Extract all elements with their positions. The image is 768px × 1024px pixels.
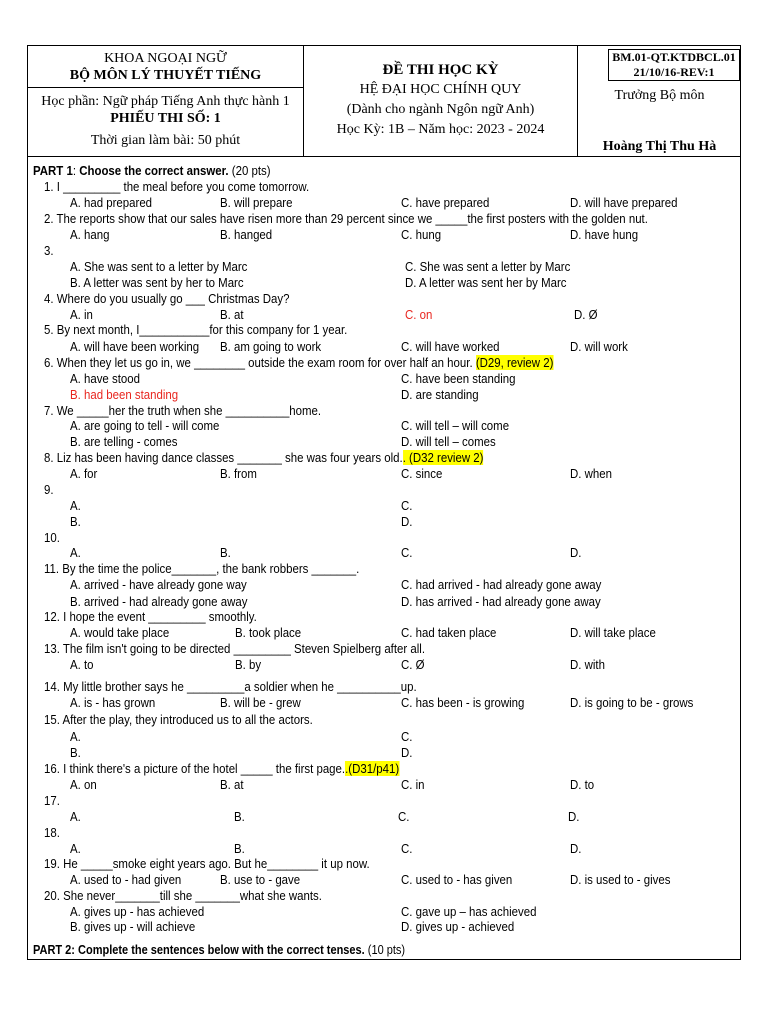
option-15d: D. [401, 745, 413, 760]
option-19d: D. is used to - gives [570, 872, 671, 887]
option-19a: A. used to - had given [70, 872, 182, 887]
option-3d: D. A letter was sent her by Marc [405, 275, 567, 290]
form-revision: 21/10/16-REV:1 [633, 65, 715, 79]
option-9b: B. [70, 514, 81, 529]
option-20a: A. gives up - has achieved [70, 904, 205, 919]
option-14b: B. will be - grew [220, 695, 301, 710]
question-2: 2. The reports show that our sales have risen more than 29 percent since we _____the first posters with the golden nut. [44, 211, 648, 226]
exam-sheet-number: PHIẾU THI SỐ: 1 [110, 111, 221, 126]
option-5a: A. will have been working [70, 339, 200, 354]
option-8d: D. when [570, 466, 612, 481]
option-4c: C. on [405, 307, 433, 322]
option-18a: A. [70, 841, 81, 856]
exam-title-cell [304, 46, 578, 156]
option-3a: A. She was sent to a letter by Marc [70, 259, 248, 274]
question-4: 4. Where do you usually go ___ Christmas Day? [44, 291, 290, 306]
option-6a: A. have stood [70, 371, 140, 386]
option-11d: D. has arrived - had already gone away [401, 594, 601, 609]
option-7a: A. are going to tell - will come [70, 418, 220, 433]
header-divider [28, 87, 304, 88]
option-13c: C. Ø [401, 657, 425, 672]
option-16d: D. to [570, 777, 595, 792]
option-11b: B. arrived - had already gone away [70, 594, 248, 609]
option-6d: D. are standing [401, 387, 479, 402]
question-10: 10. [44, 530, 60, 545]
question-16-note: .(D31/p41) [345, 761, 400, 776]
target-major: (Dành cho ngành Ngôn ngữ Anh) [346, 102, 535, 117]
option-6b: B. had been standing [70, 387, 179, 402]
option-1d: D. will have prepared [570, 195, 678, 210]
option-17a: A. [70, 809, 81, 824]
option-4a: A. in [70, 307, 93, 322]
option-7b: B. are telling - comes [70, 434, 178, 449]
option-19b: B. use to - gave [220, 872, 301, 887]
option-18c: C. [401, 841, 413, 856]
question-13: 13. The film isn't going to be directed _________ Steven Spielberg after all. [44, 641, 426, 656]
option-8a: A. for [70, 466, 98, 481]
option-7d: D. will tell – comes [401, 434, 496, 449]
option-12b: B. took place [235, 625, 302, 640]
form-code-box [608, 49, 740, 81]
option-17c: C. [398, 809, 410, 824]
question-14: 14. My little brother says he _________a soldier when he __________up. [44, 679, 417, 694]
option-13d: D. with [570, 657, 605, 672]
option-7c: C. will tell – will come [401, 418, 510, 433]
option-10a: A. [70, 545, 81, 560]
exam-header [27, 45, 741, 157]
option-1c: C. have prepared [401, 195, 490, 210]
option-19c: C. used to - has given [401, 872, 513, 887]
course-name: Học phần: Ngữ pháp Tiếng Anh thực hành 1 [41, 94, 290, 109]
approver-name: Hoàng Thị Thu Hà [602, 139, 717, 154]
question-8: 8. Liz has been having dance classes _______ she was four years old.. (D32 review 2) [44, 450, 484, 465]
option-20b: B. gives up - will achieve [70, 919, 196, 934]
exam-duration: Thời gian làm bài: 50 phút [90, 133, 241, 148]
question-20: 20. She never_______till she _______what she wants. [44, 888, 322, 903]
program-type: HỆ ĐẠI HỌC CHÍNH QUY [359, 82, 522, 97]
option-20d: D. gives up - achieved [401, 919, 515, 934]
question-8-note: . (D32 review 2) [402, 450, 484, 465]
option-18d: D. [570, 841, 582, 856]
option-6c: C. have been standing [401, 371, 516, 386]
option-1a: A. had prepared [70, 195, 153, 210]
option-5b: B. am going to work [220, 339, 322, 354]
option-15b: B. [70, 745, 81, 760]
option-12d: D. will take place [570, 625, 656, 640]
option-9c: C. [401, 498, 413, 513]
option-13b: B. by [235, 657, 262, 672]
part1-heading: PART 1: Choose the correct answer. (20 pts) [33, 163, 271, 178]
question-18: 18. [44, 825, 60, 840]
option-5c: C. will have worked [401, 339, 500, 354]
question-7: 7. We _____her the truth when she __________home. [44, 403, 322, 418]
faculty-cell [28, 46, 304, 156]
faculty-name: KHOA NGOẠI NGỮ [104, 51, 227, 66]
option-3b: B. A letter was sent by her to Marc [70, 275, 244, 290]
option-13a: A. to [70, 657, 94, 672]
form-code: BM.01-QT.KTDBCL.01 [612, 50, 736, 64]
option-8b: B. from [220, 466, 257, 481]
option-14d: D. is going to be - grows [570, 695, 694, 710]
option-2b: B. hanged [220, 227, 273, 242]
option-9d: D. [401, 514, 413, 529]
option-17d: D. [568, 809, 580, 824]
approval-cell [578, 46, 741, 156]
question-16: 16. I think there's a picture of the hotel _____ the first page..(D31/p41) [44, 761, 400, 776]
question-11: 11. By the time the police_______, the bank robbers _______. [44, 561, 360, 576]
semester-year: Học Kỳ: 1B – Năm học: 2023 - 2024 [336, 122, 545, 137]
option-14a: A. is - has grown [70, 695, 156, 710]
question-6: 6. When they let us go in, we ________ outside the exam room for over half an hour. (D29, review 2) [44, 355, 554, 370]
option-16a: A. on [70, 777, 97, 792]
option-11a: A. arrived - have already gone way [70, 577, 247, 592]
question-1: 1. I _________ the meal before you come tomorrow. [44, 179, 310, 194]
part2-heading: PART 2: Complete the sentences below with the correct tenses. (10 pts) [33, 943, 406, 957]
option-9a: A. [70, 498, 81, 513]
option-1b: B. will prepare [220, 195, 293, 210]
question-15: 15. After the play, they introduced us to all the actors. [44, 712, 313, 727]
option-10b: B. [220, 545, 231, 560]
option-5d: D. will work [570, 339, 628, 354]
approver-role: Trưởng Bộ môn [614, 88, 705, 103]
question-5: 5. By next month, I___________for this company for 1 year. [44, 322, 348, 337]
option-17b: B. [234, 809, 245, 824]
exam-title: ĐỀ THI HỌC KỲ [382, 62, 499, 78]
option-15c: C. [401, 729, 413, 744]
option-20c: C. gave up – has achieved [401, 904, 537, 919]
option-12a: A. would take place [70, 625, 170, 640]
option-4b: B. at [220, 307, 244, 322]
option-4d: D. Ø [574, 307, 598, 322]
department-name: BỘ MÔN LÝ THUYẾT TIẾNG [69, 68, 262, 83]
question-3: 3. [44, 243, 54, 258]
option-14c: C. has been - is growing [401, 695, 525, 710]
option-10d: D. [570, 545, 582, 560]
question-6-note: (D29, review 2) [475, 355, 554, 370]
option-16c: C. in [401, 777, 425, 792]
option-12c: C. had taken place [401, 625, 497, 640]
question-9: 9. [44, 482, 54, 497]
question-17: 17. [44, 793, 60, 808]
option-8c: C. since [401, 466, 443, 481]
option-10c: C. [401, 545, 413, 560]
option-18b: B. [234, 841, 245, 856]
option-3c: C. She was sent a letter by Marc [405, 259, 571, 274]
option-2c: C. hung [401, 227, 442, 242]
option-2d: D. have hung [570, 227, 639, 242]
option-15a: A. [70, 729, 81, 744]
option-2a: A. hang [70, 227, 110, 242]
question-12: 12. I hope the event _________ smoothly. [44, 609, 257, 624]
option-11c: C. had arrived - had already gone away [401, 577, 602, 592]
option-16b: B. at [220, 777, 244, 792]
question-19: 19. He _____smoke eight years ago. But he________ it up now. [44, 856, 370, 871]
